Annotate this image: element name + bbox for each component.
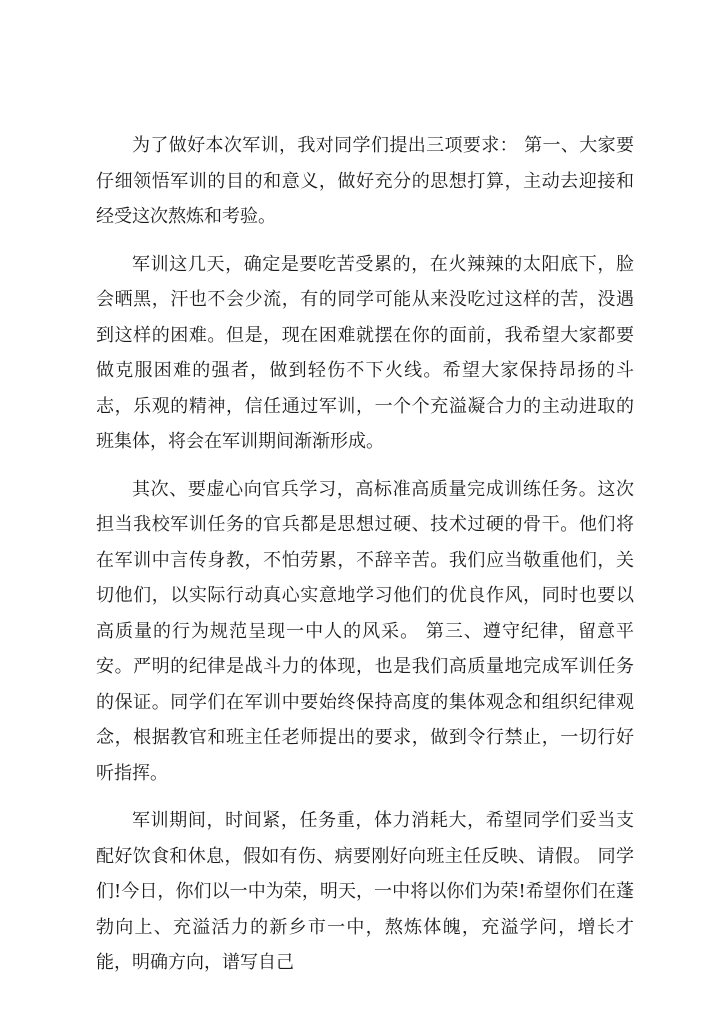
paragraph-requirements-intro: 为了做好本次军训，我对同学们提出三项要求： 第一、大家要仔细领悟军训的目的和意义，做好充分的思想打算，主动去迎接和经受这次熬炼和考验。 [96, 135, 634, 227]
paragraph-hardship: 军训这几天，确定是要吃苦受累的，在火辣辣的太阳底下，脸会晒黑，汗也不会少流，有的同学可能从来没吃过这样的苦，没遇到这样的困难。但是，现在困难就摆在你的面前，我希望大家都要做克服困难的强者，做到轻伤不下火线。希望大家保持昂扬的斗志，乐观的精神，信任通过军训，一个个充溢凝合力的主动进取的班集体，将会在军训期间渐渐形成。 [96, 253, 634, 452]
paragraph-learn-from-officers: 其次、要虚心向官兵学习，高标准高质量完成训练任务。这次担当我校军训任务的官兵都是思想过硬、技术过硬的骨干。他们将在军训中言传身教，不怕劳累，不辞辛苦。我们应当敬重他们，关切他们，以实际行动真心实意地学习他们的优良作风，同时也要以高质量的行为规范呈现一中人的风采。 第三、遵守纪律，留意平安。严明的纪律是战斗力的体现，也是我们高质量地完成军训任务的保证。同学们在军训中要始终保持高度的集体观念和组织纪律观念，根据教官和班主任老师提出的要求，做到令行禁止，一切行好听指挥。 [96, 478, 634, 784]
document-body [96, 128, 634, 981]
paragraph-health-and-closing: 军训期间，时间紧，任务重，体力消耗大，希望同学们妥当支配好饮食和休息，假如有伤、病要刚好向班主任反映、请假。 同学们!今日，你们以一中为荣，明天，一中将以你们为荣!希望你们在蓬勃向上、充溢活力的新乡市一中，熬炼体魄，充溢学问，增长才能，明确方向，谱写自己 [96, 810, 634, 973]
